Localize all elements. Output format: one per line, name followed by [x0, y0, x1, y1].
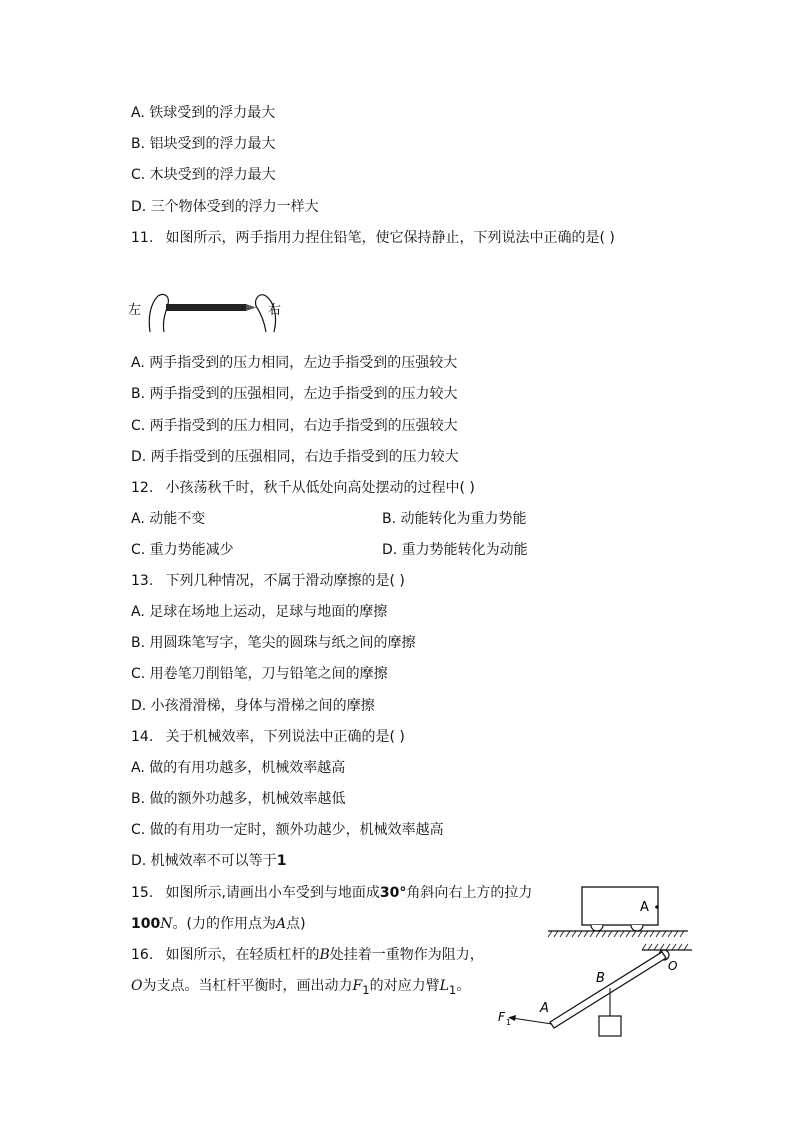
- q14-stem-text: 关于机械效率，下列说法中正确的是( ): [165, 729, 405, 745]
- q15-line2-mid: 。(力的作用点为: [172, 916, 276, 932]
- q14-number: 14.: [131, 729, 154, 745]
- q11-option-d: D. 两手指受到的压强相同，右边手指受到的压力较大: [131, 449, 459, 465]
- q10-option-d: D. 三个物体受到的浮力一样大: [131, 199, 319, 215]
- q14-option-d-text: D. 机械效率不可以等于: [131, 853, 277, 869]
- q12-option-d: D. 重力势能转化为动能: [382, 542, 528, 558]
- q16-line2-end: 。: [456, 978, 471, 994]
- q16-line2-a: 为支点。当杠杆平衡时，画出动力: [142, 978, 353, 994]
- q12-stem: [131, 479, 475, 497]
- label-f-sub: 1: [506, 1018, 512, 1027]
- q11-number: 11.: [131, 230, 154, 246]
- q13-option-c: C. 用卷笔刀削铅笔，刀与铅笔之间的摩擦: [131, 666, 388, 682]
- q12-option-c: C. 重力势能减少: [131, 542, 234, 558]
- left-finger: [149, 294, 168, 332]
- q11-option-b: B. 两手指受到的压强相同，左边手指受到的压力较大: [131, 386, 458, 402]
- q11-stem: [131, 229, 615, 247]
- q16-line1-prefix: 如图所示，在轻质杠杆的: [165, 947, 320, 963]
- q16-number: 16.: [131, 947, 154, 963]
- q12-number: 12.: [131, 480, 154, 496]
- q16-line1: [131, 946, 484, 964]
- q15-force-unit: N: [160, 916, 173, 932]
- cart-point-label: A: [640, 900, 649, 915]
- q15-number: 15.: [131, 885, 154, 901]
- q16-arm-symbol: L: [439, 978, 449, 994]
- q13-stem-text: 下列几种情况，不属于滑动摩擦的是( ): [165, 573, 405, 589]
- q11-option-a: A. 两手指受到的压力相同，左边手指受到的压强较大: [131, 355, 458, 371]
- q14-option-c: C. 做的有用功一定时，额外功越少，机械效率越高: [131, 822, 444, 838]
- q16-pivot: O: [131, 978, 143, 994]
- q16-line2: [131, 977, 470, 999]
- lever-figure: [496, 942, 692, 1038]
- q16-point-b: B: [319, 947, 330, 963]
- q10-option-c: C. 木块受到的浮力最大: [131, 167, 276, 183]
- q15-point: A: [275, 916, 287, 932]
- q15-angle: 30°: [379, 885, 407, 901]
- q16-line2-b: 的对应力臂: [369, 978, 440, 994]
- cart-point-a: [655, 905, 659, 909]
- q13-number: 13.: [131, 573, 154, 589]
- q16-line1-suffix: 处挂着一重物作为阻力，: [329, 947, 484, 963]
- q13-stem: [131, 572, 405, 590]
- cart-wheel-left: [591, 925, 603, 931]
- label-f: F: [498, 1010, 505, 1024]
- q13-option-a: A. 足球在场地上运动，足球与地面的摩擦: [131, 604, 388, 620]
- q14-option-d: [131, 852, 286, 870]
- q15-line1: [131, 884, 532, 902]
- pencil-fingers-figure: [128, 290, 288, 336]
- q10-option-b: B. 铝块受到的浮力最大: [131, 136, 276, 152]
- q14-option-d-value: 1: [276, 853, 287, 869]
- q13-option-d: D. 小孩滑滑梯，身体与滑梯之间的摩擦: [131, 698, 375, 714]
- label-a: A: [540, 1001, 549, 1016]
- q11-option-c: C. 两手指受到的压力相同，右边手指受到的压强较大: [131, 418, 458, 434]
- q11-stem-text: 如图所示，两手指用力捏住铅笔，使它保持静止，下列说法中正确的是( ): [165, 230, 615, 246]
- q15-force-value: 100: [131, 916, 161, 932]
- right-label: 右: [268, 303, 282, 318]
- label-b: B: [596, 971, 605, 986]
- cart-wheel-right: [631, 925, 643, 931]
- pencil-tip: [246, 304, 256, 311]
- q12-option-b: B. 动能转化为重力势能: [382, 511, 527, 527]
- pencil-body: [166, 304, 246, 311]
- q12-stem-text: 小孩荡秋千时，秋千从低处向高处摆动的过程中( ): [165, 480, 475, 496]
- q16-force-symbol: F: [352, 978, 363, 994]
- q16-force-sub: 1: [362, 982, 370, 997]
- left-label: 左: [128, 303, 142, 318]
- q14-stem: [131, 728, 405, 746]
- q15-line2: [131, 915, 306, 933]
- cart-figure: [546, 884, 690, 942]
- q10-option-a: A. 铁球受到的浮力最大: [131, 105, 276, 121]
- q16-arm-sub: 1: [448, 982, 457, 997]
- q14-option-a: A. 做的有用功越多，机械效率越高: [131, 760, 346, 776]
- q15-line2-suffix: 点): [286, 916, 306, 932]
- force-f1-arrow-shaft: [512, 1018, 552, 1024]
- weight-block: [599, 1016, 621, 1036]
- ceiling-hatch: [642, 944, 688, 950]
- q15-line1-prefix: 如图所示,请画出小车受到与地面成: [165, 885, 380, 901]
- q15-line1-suffix: 角斜向右上方的拉力: [406, 885, 533, 901]
- label-o: O: [668, 959, 678, 973]
- q14-option-b: B. 做的额外功越多，机械效率越低: [131, 791, 346, 807]
- q12-option-a: A. 动能不变: [131, 511, 206, 527]
- q13-option-b: B. 用圆珠笔写字，笔尖的圆珠与纸之间的摩擦: [131, 635, 416, 651]
- ground-hatch: [548, 931, 684, 937]
